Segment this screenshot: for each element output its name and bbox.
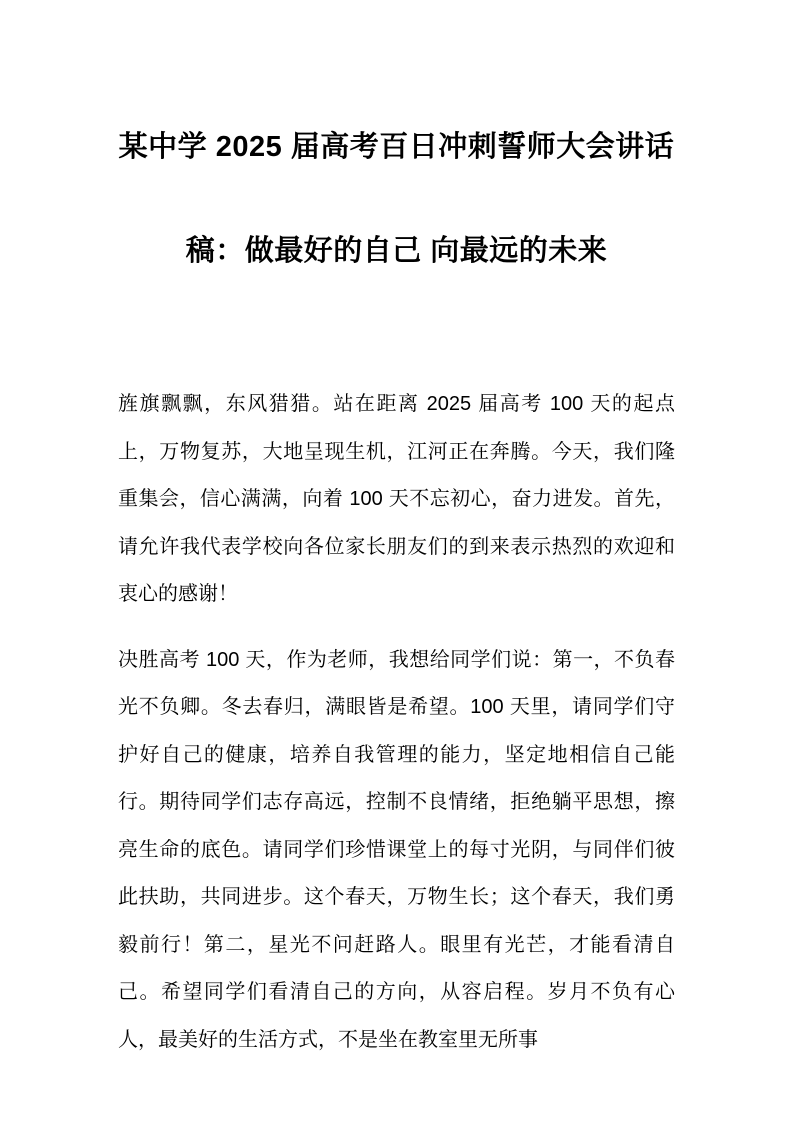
document-title bbox=[0, 0, 793, 303]
title-line-2: 稿：做最好的自己 向最远的未来 bbox=[185, 235, 608, 267]
paragraph-1: 旌旗飘飘，东风猎猎。站在距离 2025 届高考 100 天的起点上，万物复苏，大地呈现生机，江河正在奔腾。今天，我们隆重集会，信心满满，向着 100 天不忘初心，奋力进发。首先，请允许我代表学校向各位家长朋友们的到来表示热烈的欢迎和衷心的感谢！ bbox=[118, 393, 675, 605]
document-body bbox=[0, 381, 793, 1064]
paragraph-2: 决胜高考 100 天，作为老师，我想给同学们说：第一，不负春光不负卿。冬去春归，满眼皆是希望。100 天里，请同学们守护好自己的健康，培养自我管理的能力，坚定地相信自己能行。期待同学们志存高远，控制不良情绪，拒绝躺平思想，擦亮生命的底色。请同学们珍惜课堂上的每寸光阴，与同伴们彼此扶助，共同进步。这个春天，万物生长；这个春天，我们勇毅前行！第二，星光不问赶路人。眼里有光芒，才能看清自己。希望同学们看清自己的方向，从容启程。岁月不负有心人，最美好的生活方式，不是坐在教室里无所事 bbox=[118, 648, 675, 1051]
title-line-1: 某中学 2025 届高考百日冲刺誓师大会讲话 bbox=[118, 131, 675, 163]
